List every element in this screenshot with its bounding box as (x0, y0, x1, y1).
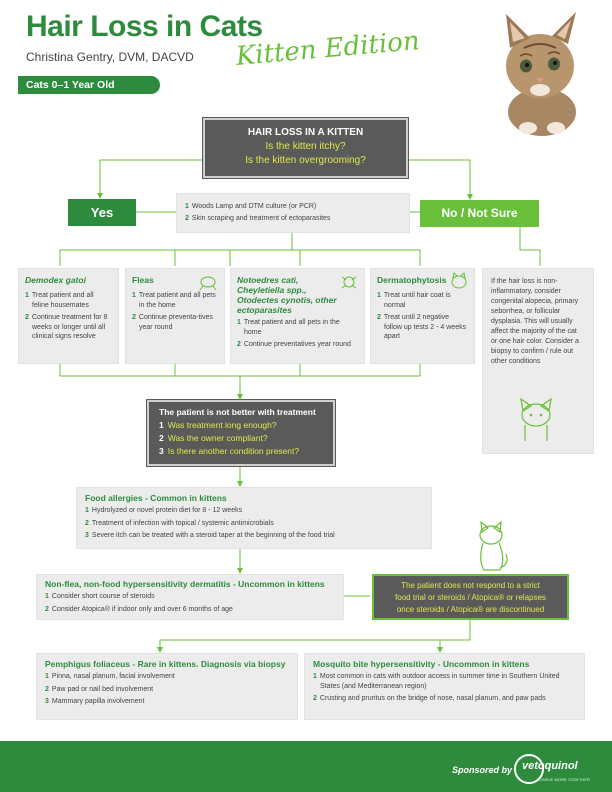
list-item: 2 Was the owner compliant? (159, 433, 268, 443)
hair-loss-question-box (203, 118, 408, 178)
list-item: 3 Severe itch can be treated with a steroid taper at the beginning of the food trial (85, 532, 335, 539)
list-item: 1 Treat patient and all feline housemates (25, 292, 94, 309)
diagnostic-tests-box (176, 193, 410, 233)
list-item: 1 Woods Lamp and DTM culture (or PCR) (185, 203, 317, 210)
flea-icon (198, 273, 218, 291)
cat-outline-icon (515, 397, 557, 445)
ectoparasites-card (230, 268, 365, 364)
list-item: 2 Continue preventa-tives year round (132, 314, 213, 331)
no-response-box (372, 574, 569, 620)
no-response-line: once steroids / Atopica® are discontinued (396, 605, 545, 614)
non-inflammatory-card (482, 268, 594, 454)
list-item: 1 Treat patient and all pets in the home (237, 319, 340, 336)
list-item: 3 Mammary papilla involvement (45, 698, 145, 705)
list-item: 1 Was treatment long enough? (159, 420, 277, 430)
dermatophytosis-card (370, 268, 475, 364)
card-title: Notoedres cati, Cheyletiella spp., Otodectes cynotis, other ectoparasites (237, 275, 337, 315)
list-item: 2 Treatment of infection with topical / systemic antimicrobials (85, 519, 274, 527)
non-inflammatory-note: If the hair loss is non-inflammatory, consider congenital alopecia, primary seborrhea, or follicular dysplasia. This will usually affect the majority of the cat or one hair color. Consider a biopsy to confirm / rule out other conditions (491, 278, 579, 365)
list-item: 2 Crusting and pruritus on the bridge of nose, nasal planum, and paw pads (313, 695, 546, 702)
author-line: Christina Gentry, DVM, DACVD (26, 50, 194, 64)
list-item: 1 Treat until hair coat is normal (377, 292, 451, 309)
box-title: Pemphigus foliaceus - Rare in kittens. Diagnosis via biopsy (45, 659, 286, 669)
list-item: 1 Treat patient and all pets in the home (132, 292, 216, 309)
mosquito-box (304, 653, 585, 720)
food-allergies-box (76, 487, 432, 549)
no-response-line: food trial or steroids / Atopica® or relapses (395, 593, 546, 602)
mite-icon (339, 273, 359, 291)
edition-label: Kitten Edition (234, 26, 421, 72)
card-title: Dermatophytosis (377, 275, 447, 285)
card-title: Fleas (132, 275, 154, 285)
kitten-photo (480, 8, 600, 136)
box-title: Food allergies - Common in kittens (85, 493, 227, 503)
not-better-box (147, 400, 335, 466)
hypersensitivity-box (36, 574, 344, 620)
list-item: 1 Pinna, nasal planum, facial involvement (45, 673, 175, 680)
no-branch-label: No / Not Sure (420, 200, 539, 227)
list-item: 2 Treat until 2 negative follow up tests 2 - 4 weeks apart (377, 314, 467, 340)
yes-branch-label: Yes (68, 199, 136, 226)
list-item: 2 Paw pad or nail bed involvement (45, 685, 154, 693)
sponsor-label: Sponsored by (452, 765, 513, 775)
card-title: Demodex gatoi (25, 275, 86, 285)
question-overgrooming: Is the kitten overgrooming? (245, 155, 366, 166)
list-item: 3 Is there another condition present? (159, 446, 300, 456)
no-response-line: The patient does not respond to a strict (401, 581, 540, 590)
question-heading: HAIR LOSS IN A KITTEN (247, 127, 364, 138)
brand-tagline: ACHIEVE MORE TOGETHER (536, 777, 590, 782)
fleas-card (125, 268, 225, 364)
brand-name: vetoquinol (522, 760, 578, 772)
list-item: 2 Continue preventatives year round (237, 341, 351, 348)
cat-face-icon (449, 272, 469, 290)
pemphigus-box (36, 653, 298, 720)
list-item: 1 Hydrolyzed or novel protein diet for 8 - 12 weeks (85, 507, 243, 514)
page-title: Hair Loss in Cats (26, 10, 263, 43)
box-title: Mosquito bite hypersensitivity - Uncommon in kittens (313, 659, 530, 669)
list-item: 1 Consider short course of steroids (45, 593, 155, 600)
age-banner: Cats 0–1 Year Old (18, 76, 160, 94)
not-better-heading: The patient is not better with treatment (159, 407, 316, 417)
demodex-card (18, 268, 119, 364)
sitting-cat-icon (474, 520, 512, 572)
list-item: 2 Consider Atopica® if indoor only and over 6 months of age (45, 605, 233, 613)
question-itchy: Is the kitten itchy? (265, 141, 346, 152)
list-item: 2 Continue treatment for 8 weeks or longer until all clinical signs resolve (25, 314, 108, 340)
box-title: Non-flea, non-food hypersensitivity dermatitis - Uncommon in kittens (45, 579, 325, 589)
list-item: 2 Skin scraping and treatment of ectoparasites (185, 214, 331, 222)
list-item: 1 Most common in cats with outdoor access in summer time in Southern United States (and Mediterranean region) (313, 673, 560, 690)
